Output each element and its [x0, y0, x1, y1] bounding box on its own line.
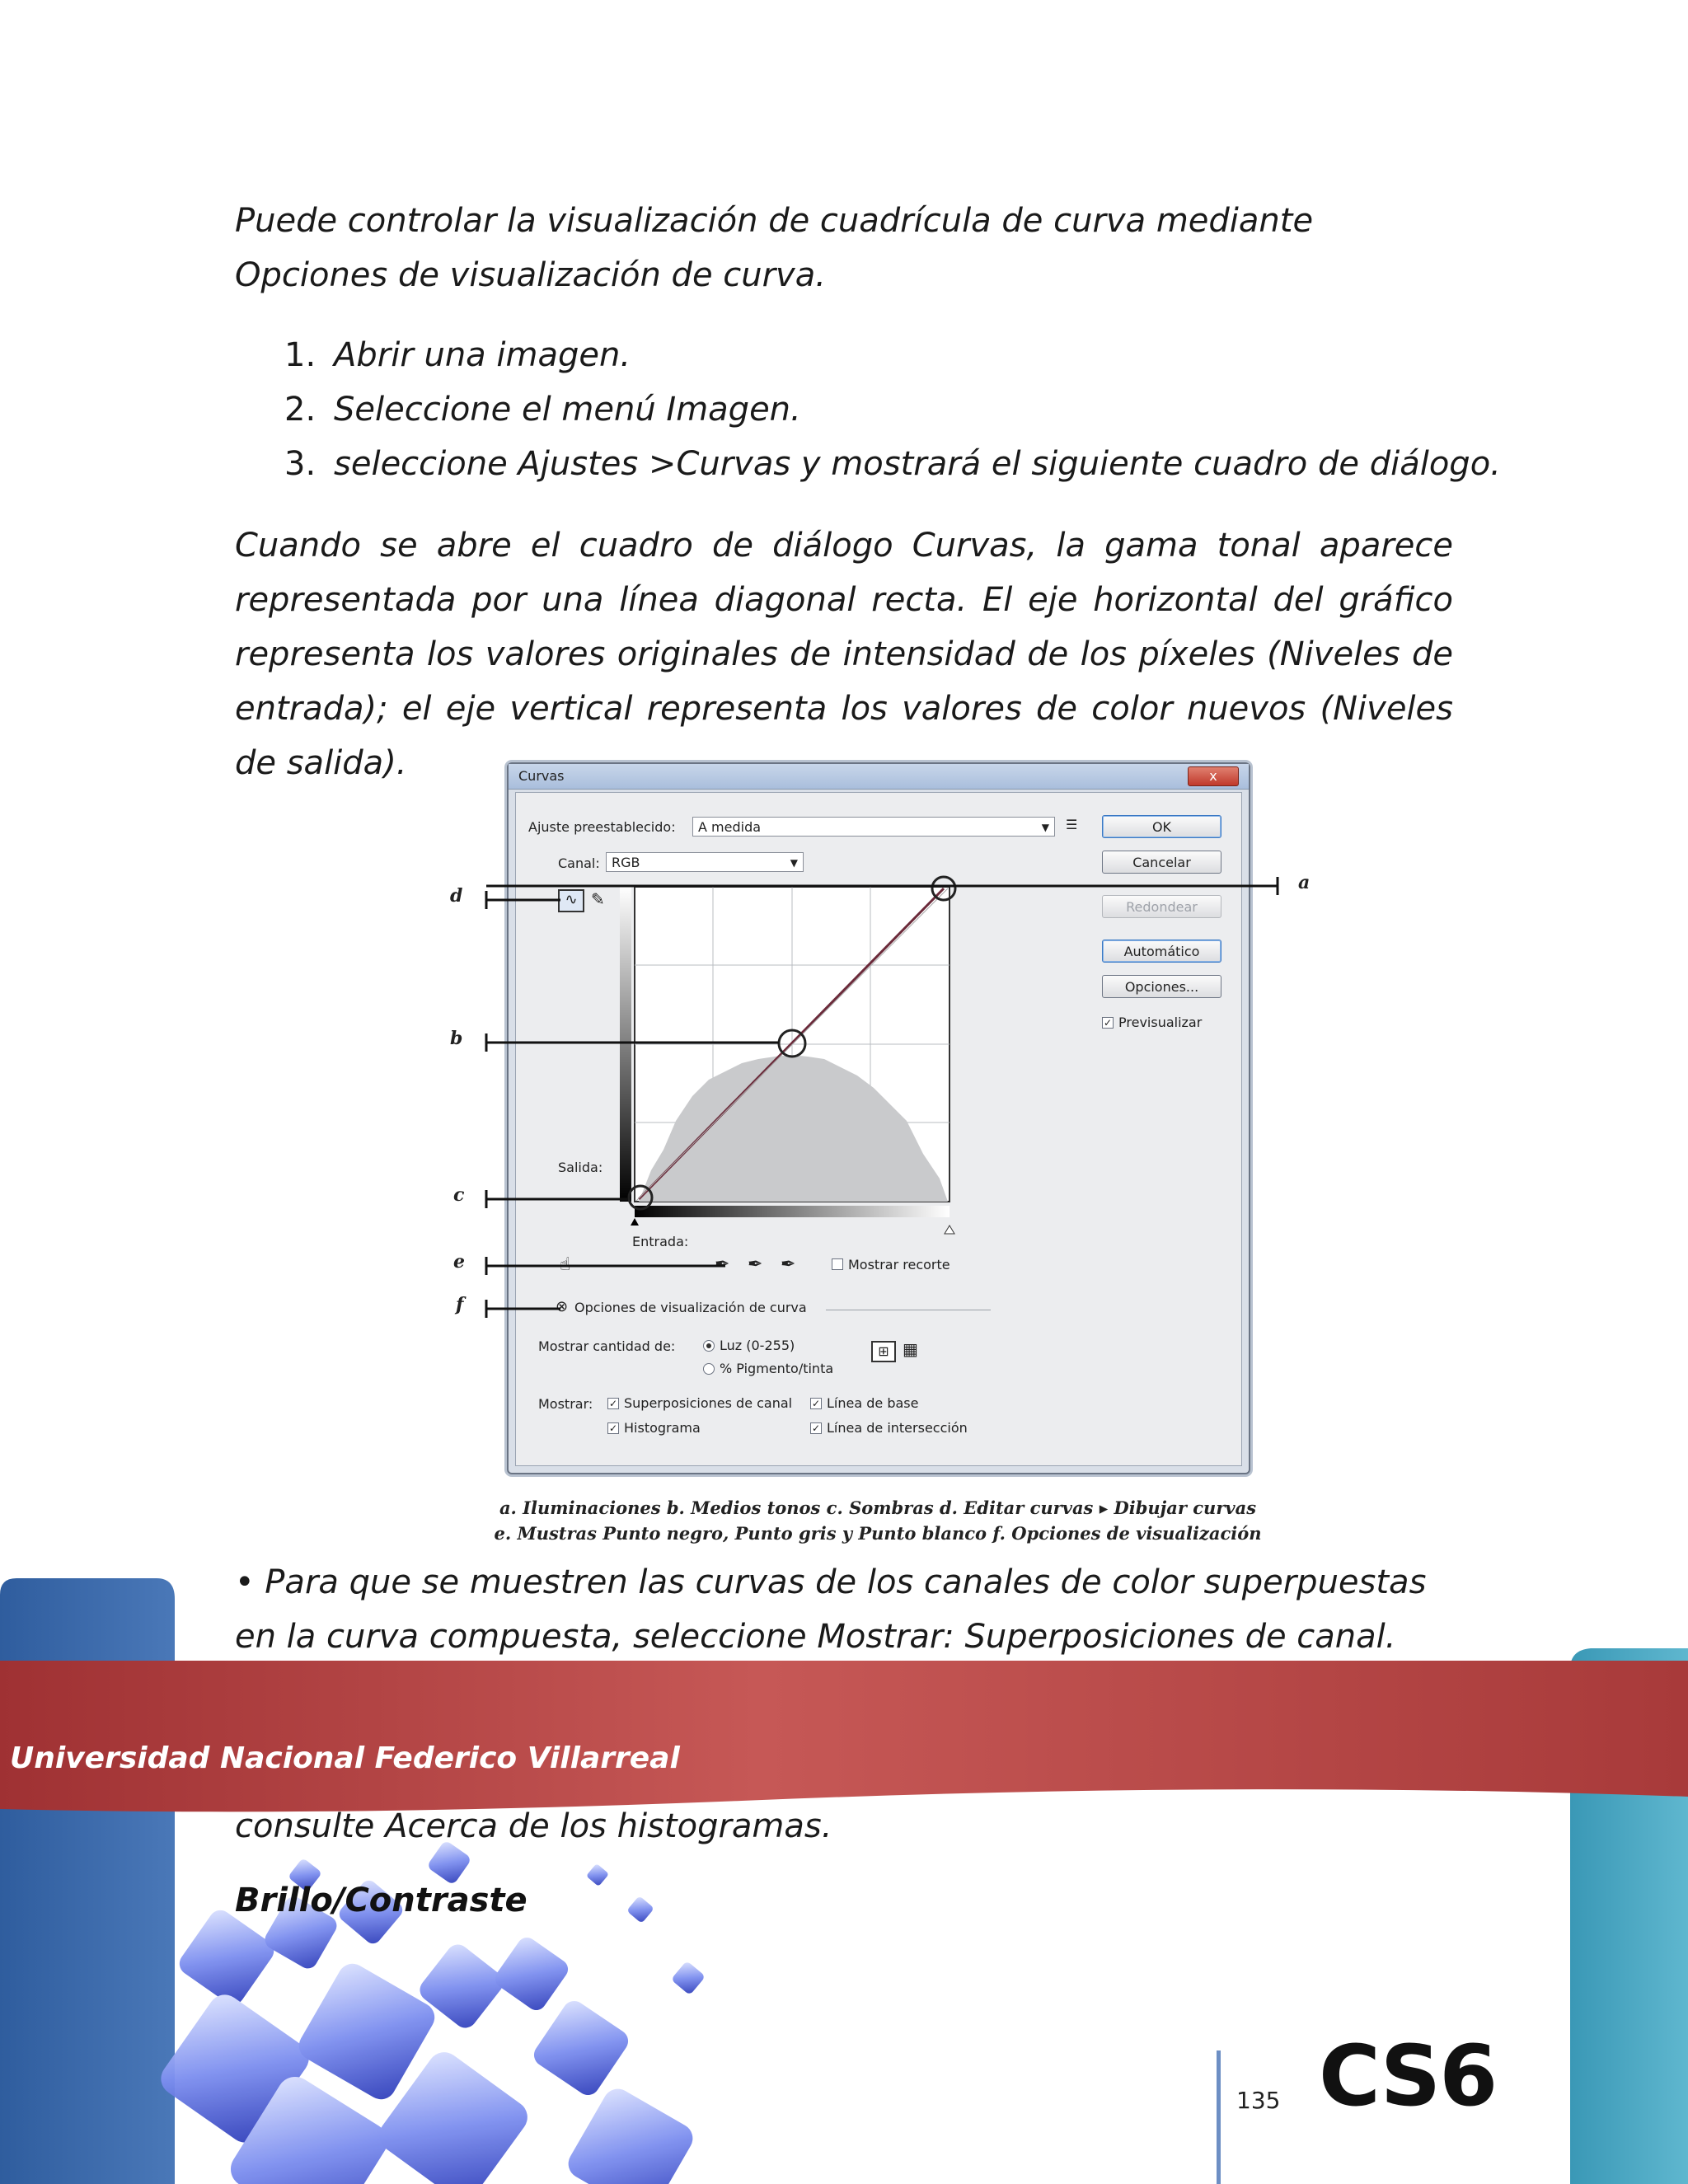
step-number: 2. — [284, 391, 316, 429]
dialog-titlebar — [509, 764, 1249, 790]
intro-paragraph: Puede controlar la visualización de cuadrícula de curva mediante Opciones de visualización de curva. — [235, 202, 1314, 294]
show-clipping-label: Mostrar recorte — [848, 1257, 950, 1272]
partial-paragraph: consulte Acerca de los histogramas. — [235, 1807, 832, 1845]
bullet-paragraph: • Para que se muestren las curvas de los canales de color superpuestas en la curva compuesta, seleccione Mostrar: Superposiciones de canal. — [235, 1563, 1427, 1656]
close-button[interactable]: x — [1188, 766, 1239, 786]
hand-tool-icon[interactable]: ☝ — [560, 1254, 571, 1275]
callout-f: f — [456, 1294, 464, 1315]
intersection-line-label: Línea de intersección — [827, 1420, 968, 1436]
callout-a: a — [1298, 872, 1311, 893]
section-heading: Brillo/Contraste — [235, 1882, 528, 1919]
chevron-down-icon: ▼ — [1041, 822, 1049, 833]
callout-c: c — [453, 1184, 465, 1206]
callout-e: e — [453, 1251, 465, 1272]
black-eyedropper-icon[interactable]: ✒ — [715, 1254, 730, 1275]
chevron-down-icon: ▼ — [790, 857, 798, 869]
baseline-label: Línea de base — [827, 1395, 919, 1411]
light-radio[interactable] — [703, 1340, 715, 1352]
histogram-label: Histograma — [624, 1420, 701, 1436]
step-item — [284, 437, 1501, 491]
auto-button[interactable]: Automático — [1102, 940, 1221, 963]
options-button[interactable]: Opciones... — [1102, 975, 1221, 998]
red-banner — [0, 1661, 1688, 1811]
preset-menu-icon[interactable]: ☰ — [1066, 817, 1078, 832]
channel-label: Canal: — [558, 855, 600, 871]
histogram-checkbox[interactable]: ✓ — [608, 1422, 618, 1434]
step-text: Seleccione el menú Imagen. — [334, 391, 801, 429]
curve-edit-icon[interactable]: ∿ — [558, 889, 584, 912]
step-item — [284, 328, 1501, 382]
step-number: 1. — [284, 336, 316, 374]
university-banner: Universidad Nacional Federico Villarreal — [10, 1741, 680, 1775]
steps-list — [284, 328, 1501, 491]
step-item — [284, 382, 1501, 437]
ok-button[interactable]: OK — [1102, 815, 1221, 838]
gray-eyedropper-icon[interactable]: ✒ — [748, 1254, 763, 1275]
step-number: 3. — [284, 445, 316, 483]
channel-overlays-checkbox[interactable]: ✓ — [608, 1398, 618, 1409]
callout-d: d — [450, 885, 463, 907]
input-label: Entrada: — [632, 1234, 689, 1249]
preset-label: Ajuste preestablecido: — [528, 819, 676, 835]
pencil-icon[interactable]: ✎ — [591, 889, 605, 909]
caption-line-2: e. Mustras Punto negro, Punto gris y Punto blanco f. Opciones de visualización — [494, 1523, 1262, 1544]
expand-options-icon[interactable]: ⊗ — [556, 1298, 569, 1315]
cancel-button[interactable]: Cancelar — [1102, 851, 1221, 874]
pigment-option-label: % Pigmento/tinta — [720, 1361, 834, 1376]
channel-value: RGB — [612, 855, 640, 870]
show-clipping-checkbox[interactable] — [832, 1258, 843, 1270]
page-number: 135 — [1236, 2087, 1281, 2114]
dialog-title: Curvas — [518, 768, 565, 784]
figure-caption — [474, 1495, 1282, 1546]
detailed-grid-icon[interactable]: ▦ — [903, 1339, 918, 1359]
preview-checkbox[interactable]: ✓ — [1103, 1017, 1113, 1029]
preset-select[interactable] — [692, 817, 1055, 837]
preview-label: Previsualizar — [1118, 1015, 1203, 1030]
channel-select[interactable] — [606, 852, 804, 872]
show-amount-label: Mostrar cantidad de: — [538, 1338, 676, 1354]
white-eyedropper-icon[interactable]: ✒ — [781, 1254, 796, 1275]
light-option-label: Luz (0-255) — [720, 1338, 795, 1353]
curves-dialog — [507, 762, 1250, 1474]
callout-b: b — [450, 1028, 463, 1049]
dialog-body — [515, 792, 1242, 1466]
intersection-line-checkbox[interactable]: ✓ — [811, 1422, 821, 1434]
preset-value: A medida — [698, 819, 762, 835]
show-label: Mostrar: — [538, 1396, 593, 1412]
output-label: Salida: — [558, 1160, 603, 1175]
step-text: Abrir una imagen. — [334, 336, 631, 374]
description-paragraph: Cuando se abre el cuadro de diálogo Curvas, la gama tonal aparece representada por una línea diagonal recta. El eje horizontal del gráfico representa los valores originales de intensidad de los píxeles (Niveles de entrada); el eje vertical representa los valores de color nuevos (Niveles de salida). — [235, 527, 1453, 782]
display-options-label: Opciones de visualización de curva — [574, 1300, 807, 1315]
channel-overlays-label: Superposiciones de canal — [624, 1395, 793, 1411]
baseline-checkbox[interactable]: ✓ — [811, 1398, 821, 1409]
step-text: seleccione Ajustes >Curvas y mostrará el siguiente cuadro de diálogo. — [334, 445, 1501, 483]
cs6-logo: CS6 — [1319, 2027, 1497, 2125]
pigment-radio[interactable] — [703, 1363, 715, 1375]
simple-grid-icon[interactable]: ⊞ — [871, 1341, 896, 1362]
caption-line-1: a. Iluminaciones b. Medios tonos c. Sombras d. Editar curvas ▸ Dibujar curvas — [499, 1497, 1257, 1518]
smooth-button[interactable]: Redondear — [1102, 895, 1221, 918]
footer-rule — [1217, 2050, 1221, 2184]
